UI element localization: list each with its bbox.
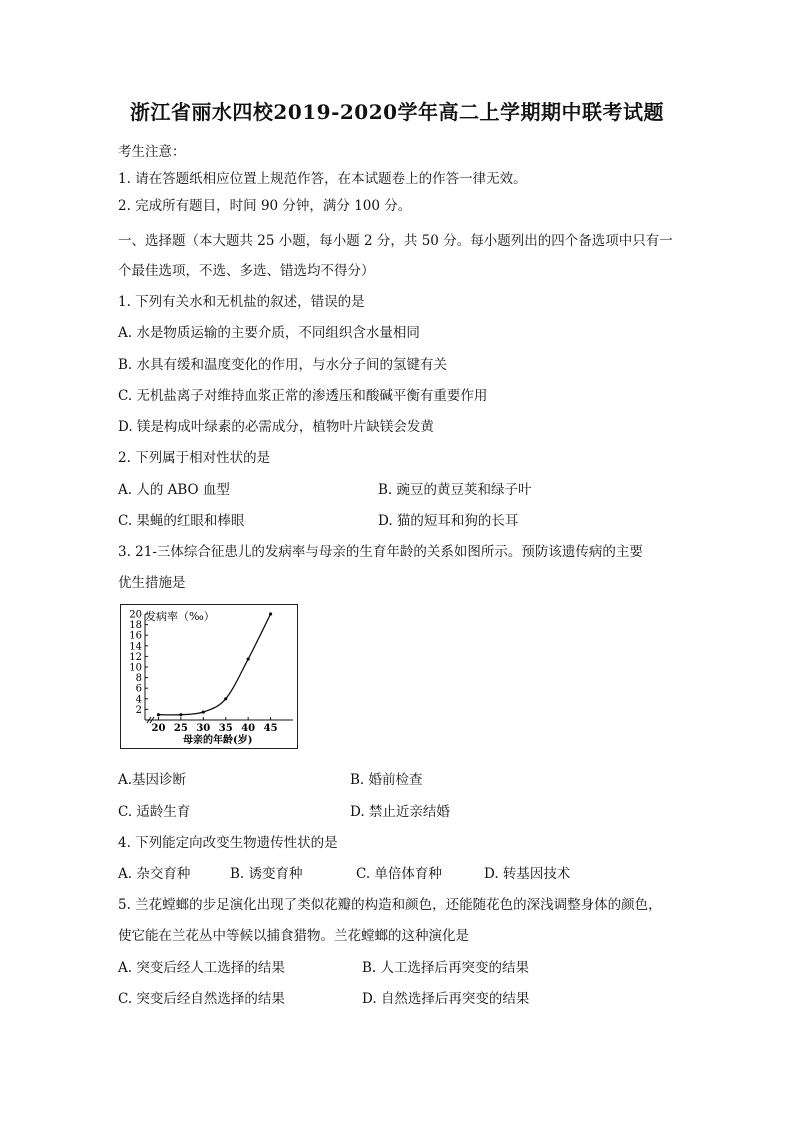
chart-x-tick-label: 40: [241, 723, 256, 734]
chart-series-line: [158, 614, 270, 715]
q3-option-b: B. 婚前检查: [350, 772, 423, 788]
chart-data-point: [202, 710, 205, 713]
chart-x-tick-label: 30: [196, 723, 211, 734]
chart-data-point: [224, 697, 227, 700]
chart-y-tick-label: 8: [135, 673, 142, 685]
q5-option-b: B. 人工选择后再突变的结果: [362, 960, 530, 976]
chart-y-tick-label: 4: [135, 694, 142, 706]
q3-option-a: A.基因诊断: [118, 772, 187, 788]
section-heading-line1: 一、选择题（本大题共 25 小题，每小题 2 分，共 50 分。每小题列出的四个备选项中只有一: [118, 233, 673, 249]
section-heading-line2: 个最佳选项，不选、多选、错选均不得分）: [118, 263, 375, 279]
chart-y-tick-label: 12: [129, 651, 142, 663]
chart-y-tick-label: 6: [135, 683, 142, 695]
q5-option-d: D. 自然选择后再突变的结果: [362, 991, 530, 1007]
q1-option-d: D. 镁是构成叶绿素的必需成分，植物叶片缺镁会发黄: [118, 419, 434, 435]
q4-option-d: D. 转基因技术: [484, 866, 571, 882]
q4-option-a: A. 杂交育种: [118, 866, 191, 882]
chart-y-tick-label: 16: [129, 630, 142, 642]
chart-y-tick-label: 2: [135, 704, 142, 716]
q5-option-c: C. 突变后经自然选择的结果: [118, 991, 285, 1007]
q5-stem-line1: 5. 兰花螳螂的步足演化出现了类似花瓣的构造和颜色，还能随花色的深浅调整身体的颜色，: [118, 897, 662, 913]
incidence-chart-svg: [121, 605, 296, 747]
q3-option-c: C. 适龄生育: [118, 804, 191, 820]
incidence-chart: [120, 604, 298, 749]
exam-title: 浙江省丽水四校2019-2020学年高二上学期期中联考试题: [129, 100, 665, 124]
q1-option-a: A. 水是物质运输的主要介质，不同组织含水量相同: [118, 325, 420, 341]
q1-stem: 1. 下列有关水和无机盐的叙述，错误的是: [118, 294, 365, 310]
chart-x-tick-label: 45: [263, 723, 278, 734]
q4-option-c: C. 单倍体育种: [356, 866, 442, 882]
q2-option-d: D. 猫的短耳和狗的长耳: [378, 513, 519, 529]
q5-stem-line2: 使它能在兰花丛中等候以捕食猎物。兰花螳螂的这种演化是: [118, 928, 469, 944]
notice-heading: 考生注意：: [118, 144, 186, 160]
chart-y-axis-label: 发病率（‰）: [145, 610, 215, 623]
chart-y-tick-label: 10: [129, 662, 142, 674]
q1-option-c: C. 无机盐离子对维持血浆正常的渗透压和酸碱平衡有重要作用: [118, 388, 488, 404]
notice-item-2: 2. 完成所有题目，时间 90 分钟，满分 100 分。: [118, 198, 412, 214]
chart-x-axis-label: 母亲的年龄(岁): [183, 735, 253, 746]
q1-option-b: B. 水具有缓和温度变化的作用，与水分子间的氢键有关: [118, 357, 448, 373]
chart-y-tick-label: 18: [129, 620, 142, 632]
chart-data-point: [157, 713, 160, 716]
q5-option-a: A. 突变后经人工选择的结果: [118, 960, 285, 976]
chart-data-point: [179, 713, 182, 716]
q3-option-d: D. 禁止近亲结婚: [350, 804, 450, 820]
q4-stem: 4. 下列能定向改变生物遗传性状的是: [118, 835, 338, 851]
q2-option-a: A. 人的 ABO 血型: [118, 482, 230, 498]
q2-option-b: B. 豌豆的黄豆荚和绿子叶: [378, 482, 532, 498]
q3-stem-line2: 优生措施是: [118, 575, 186, 591]
q4-option-b: B. 诱变育种: [230, 866, 303, 882]
q2-option-c: C. 果蝇的红眼和棒眼: [118, 513, 245, 529]
chart-y-tick-label: 20: [129, 609, 142, 621]
chart-x-tick-label: 20: [151, 723, 166, 734]
chart-y-tick-label: 14: [129, 641, 142, 653]
chart-data-point: [269, 612, 272, 615]
notice-item-1: 1. 请在答题纸相应位置上规范作答，在本试题卷上的作答一律无效。: [118, 171, 527, 187]
chart-x-tick-label: 35: [218, 723, 233, 734]
chart-data-point: [247, 657, 250, 660]
q3-stem-line1: 3. 21-三体综合征患儿的发病率与母亲的生育年龄的关系如图所示。预防该遗传病的主要: [118, 544, 643, 560]
chart-x-tick-label: 25: [173, 723, 188, 734]
q2-stem: 2. 下列属于相对性状的是: [118, 450, 271, 466]
